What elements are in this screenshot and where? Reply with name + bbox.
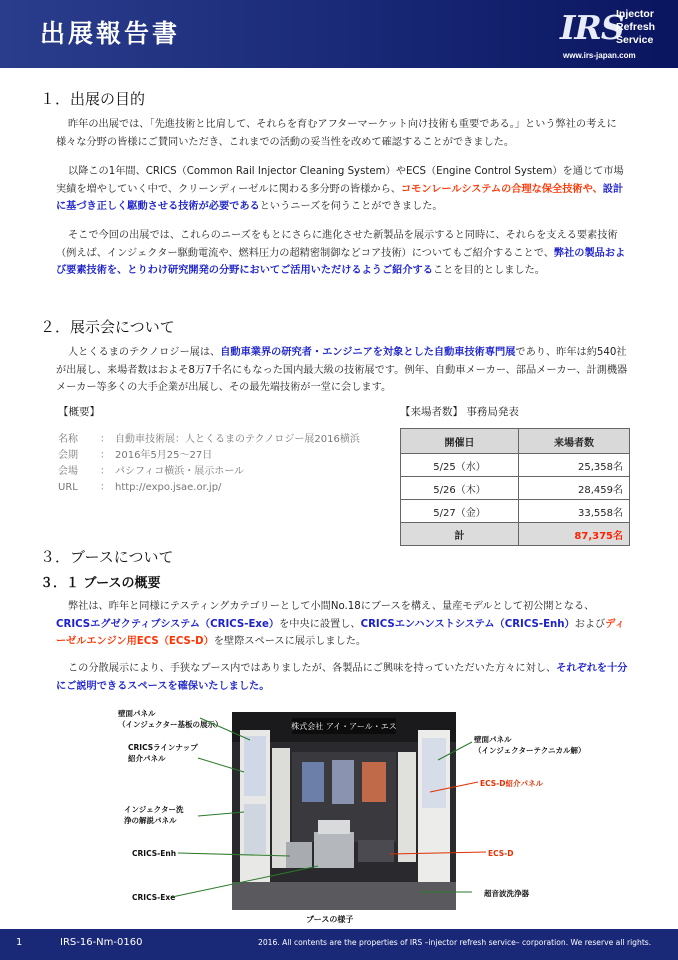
attendance-label: 【来場者数】 事務局発表 xyxy=(400,406,519,418)
document-title: 出展報告書 xyxy=(40,19,181,48)
section-1-paragraph-3: そこで今回の出展では、これらのニーズをもとにさらに進化させた新製品を展示すると同時に、それらを支える要素技術（例えば、インジェクター駆動電流や、燃料圧力の超精密制御などコア技術）についてもご紹介することで、弊社の製品および要素技術を、とりわけ研究開発の分野においてご活用いただけるようご紹介することを目的としました。 xyxy=(56,230,626,276)
section-3-paragraph-2: この分散展示により、手狭なブース内ではありましたが、各製品にご興味を持っていただいた方々に対し、それぞれを十分にご説明できるスペースを確保いたしました。 xyxy=(56,663,628,692)
copyright-notice: 2016. All contents are the properties of IRS –injector refresh service– corporation. We reserve all rights. xyxy=(258,938,652,947)
annotation-ecs-d: ECS-D xyxy=(488,849,514,858)
table-row: 5/26（木） 28,459名 xyxy=(401,477,630,500)
info-url-row: URL ： http://expo.jsae.or.jp/ xyxy=(58,482,222,493)
annotation-ecs-d-panel: ECS-D紹介パネル xyxy=(480,779,544,788)
section-1-title: １．出展の目的 xyxy=(40,90,146,108)
section-3-title: ３．ブースについて xyxy=(40,548,174,566)
info-name-row: 名称 ： 自動車技術展：人とくるまのテクノロジー展2016横浜 xyxy=(58,434,360,445)
annotation-ultrasonic-cleaner: 超音波洗浄器 xyxy=(484,889,529,898)
info-date-row: 会期 ： 2016年5月25～27日 xyxy=(58,450,213,461)
header-date: 開催日 xyxy=(401,429,519,454)
annotation-crics-lineup: CRICSラインナップ 紹介パネル xyxy=(128,743,198,763)
logo-words: Injector Refresh Service xyxy=(616,8,656,46)
logo-url: www.irs-japan.com xyxy=(563,51,636,60)
annotation-injector-cleaning: インジェクター洗 浄の解説パネル xyxy=(124,805,184,825)
section-2-title: ２．展示会について xyxy=(40,318,175,336)
annotation-crics-exe: CRICS-Exe xyxy=(132,893,176,902)
section-1-paragraph-1: 昨年の出展では、「先進技術と比肩して、それらを育むアフターマーケット向け技術も重要である。」という弊社の考えに様々な分野の皆様にご賛同いただき、これまでの活動の妥当性を改めて確認することができました。 xyxy=(56,119,617,148)
logo-mark: IRS xyxy=(560,8,624,47)
photo-caption: ブースの様子 xyxy=(306,915,354,924)
annotation-crics-enh: CRICS-Enh xyxy=(132,849,177,858)
overview-label: 【概要】 xyxy=(58,406,100,418)
table-row: 5/27（金） 33,558名 xyxy=(401,500,630,523)
section-2-paragraph-1: 人とくるまのテクノロジー展は、自動車業界の研究者・エンジニアを対象とした自動車技術専門展であり、昨年は約540社が出展し、来場者数はおよそ8万7千名にもなった国内最大級の技術展です。例年、自動車メーカー、部品メーカー、計測機器メーカー等多くの大手企業が出展し、その最先端技術が一堂に会します。 xyxy=(56,347,628,393)
section-3-1-title: ３．１ ブースの概要 xyxy=(40,576,161,591)
table-row: 5/25（水） 25,358名 xyxy=(401,454,630,477)
document-code: IRS-16-Nm-0160 xyxy=(60,937,143,948)
header-count: 来場者数 xyxy=(518,429,629,454)
section-3-paragraph-1: 弊社は、昨年と同様にテスティングカテゴリーとして小間No.18にブースを構え、量産モデルとして初公開となる、CRICSエグゼクティブシステム（CRICS-Exe）を中央に設置し、CRICSエンハンストシステム（CRICS-Enh）およびディーゼルエンジン用ECS（ECS-D）を壁際スペースに展示しました。 xyxy=(56,601,625,647)
annotation-wall-panel-left: 壁面パネル （インジェクター基板の展示） xyxy=(118,709,223,729)
page-number: 1 xyxy=(16,937,23,948)
footer-bar xyxy=(0,929,678,960)
booth-sign-text: 株式会社 アイ・アール・エス xyxy=(291,722,397,731)
info-venue-row: 会場 ： パシフィコ横浜・展示ホール xyxy=(58,466,244,477)
annotation-wall-panel-right: 壁面パネル （インジェクターテクニカル解） xyxy=(474,735,586,755)
table-total-row: 計 87,375名 xyxy=(401,523,630,546)
section-1-paragraph-2: 以降この1年間、CRICS（Common Rail Injector Cleaning System）やECS（Engine Control System）を通じて市場実績を増やしていく中で、クリーンディーゼルに関わる多分野の皆様から、コモンレールシステムの合理な保全技術や、設計に基づき正しく駆動させる技術が必要であるというニーズを伺うことができました。 xyxy=(56,166,624,212)
